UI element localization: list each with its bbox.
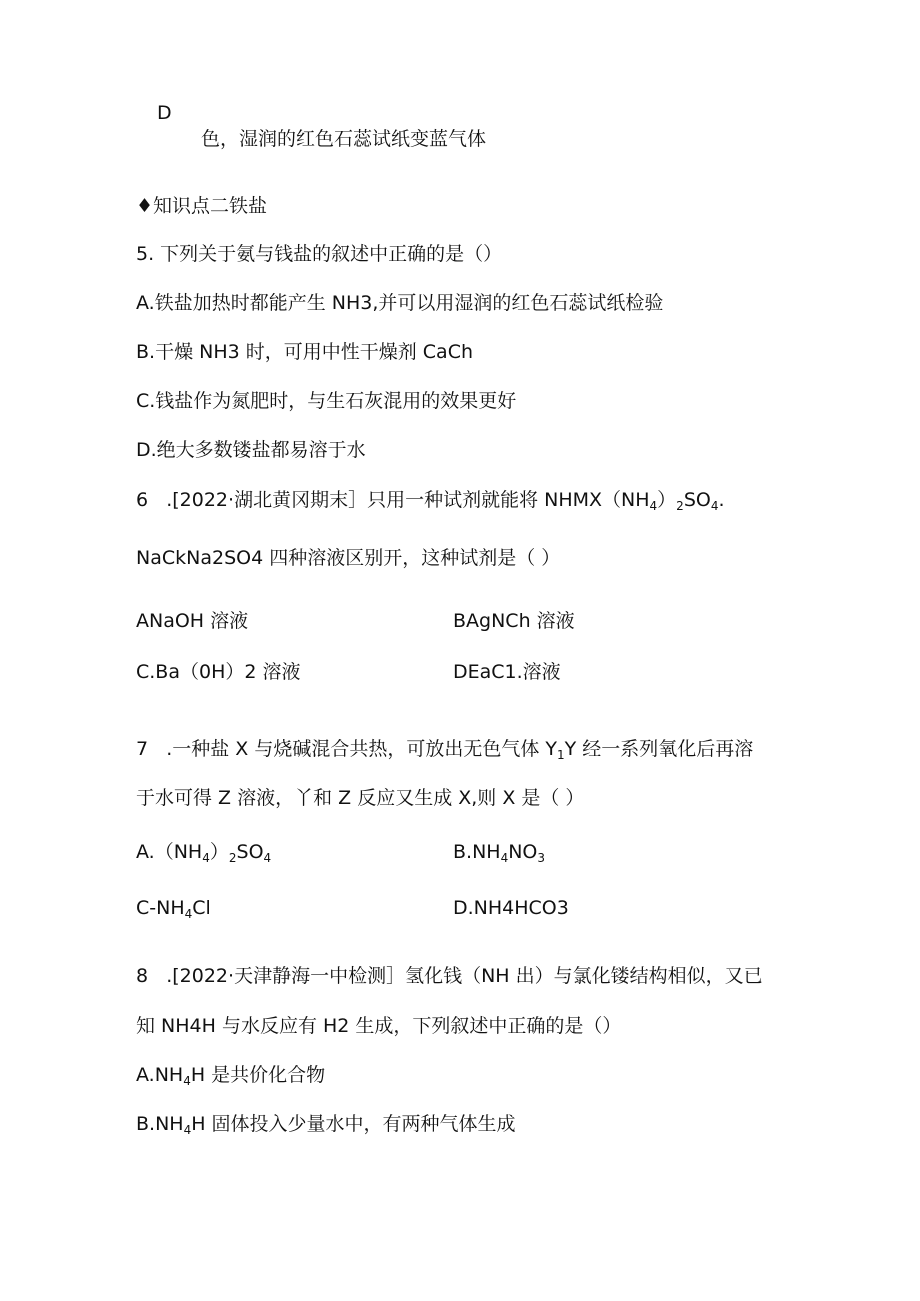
q7-b-text: B.NH bbox=[453, 841, 501, 863]
q7-a-sub: 4 bbox=[202, 851, 210, 865]
q7-stem bbox=[136, 737, 753, 761]
q7-option-b bbox=[453, 840, 545, 864]
section-heading: ♦知识点二铁盐 bbox=[136, 195, 268, 217]
q7-a-text: A.（NH bbox=[136, 841, 203, 863]
q8-number: 8 bbox=[136, 965, 149, 987]
q6-stem-line2: NaCkNa2SO4 四种溶液区别开，这种试剂是（ ） bbox=[136, 547, 561, 569]
option-d-text: 色，湿润的红色石蕊试纸变蓝气体 bbox=[201, 128, 487, 150]
q7-b-sub: 4 bbox=[500, 851, 509, 865]
q8-a-text: H 是共价化合物 bbox=[190, 1064, 326, 1086]
q8-option-b bbox=[136, 1112, 516, 1136]
q7-stem-part: Y 经一系列氧化后再溶 bbox=[564, 738, 754, 760]
q7-b-sub: 3 bbox=[537, 851, 546, 865]
q6-number: 6 bbox=[136, 489, 149, 511]
q7-a-sub: 4 bbox=[263, 851, 272, 865]
q5-stem: 5. 下列关于氨与钱盐的叙述中正确的是（） bbox=[136, 243, 503, 265]
q8-b-text: B.NH bbox=[136, 1113, 184, 1135]
q7-stem-part: .一种盐 X 与烧碱混合共热，可放出无色气体 Y bbox=[166, 738, 558, 760]
q8-stem-part: .[2022·天津静海一中检测］氢化钱（NH 出）与氯化镂结构相似，又已 bbox=[166, 965, 763, 987]
q6-subscript: 2 bbox=[676, 499, 684, 513]
q6-stem-part: ） bbox=[657, 489, 677, 511]
q5-option-c: C.钱盐作为氮肥时，与生石灰混用的效果更好 bbox=[136, 390, 517, 412]
q7-c-text: C-NH bbox=[136, 897, 185, 919]
q8-a-sub: 4 bbox=[183, 1074, 191, 1088]
option-d-label: D bbox=[157, 102, 172, 124]
q8-stem-line2: 知 NH4H 与水反应有 H2 生成，下列叙述中正确的是（） bbox=[136, 1015, 622, 1037]
q7-option-a bbox=[136, 840, 271, 864]
q5-option-d: D.绝大多数镂盐都易溶于水 bbox=[136, 439, 366, 461]
q6-option-b: BAgNCh 溶液 bbox=[453, 610, 575, 632]
q7-a-text: SO bbox=[236, 841, 264, 863]
q7-stem-line2: 于水可得 Z 溶液，丫和 Z 反应又生成 X,则 X 是（ ） bbox=[136, 787, 585, 809]
q8-a-text: A.NH bbox=[136, 1064, 184, 1086]
q7-c-text: Cl bbox=[192, 897, 211, 919]
q6-stem-part: . bbox=[718, 489, 725, 511]
q8-option-a bbox=[136, 1063, 325, 1087]
q7-a-text: ） bbox=[209, 841, 229, 863]
q6-stem bbox=[136, 488, 725, 512]
q6-stem-part: SO bbox=[683, 489, 711, 511]
q8-stem bbox=[136, 964, 763, 988]
q7-b-text: NO bbox=[508, 841, 538, 863]
q6-subscript: 4 bbox=[710, 499, 719, 513]
q6-option-a: ANaOH 溶液 bbox=[136, 610, 249, 632]
q5-option-a: A.铁盐加热时都能产生 NH3,并可以用湿润的红色石蕊试纸检验 bbox=[136, 292, 664, 314]
q8-b-sub: 4 bbox=[183, 1123, 192, 1137]
q7-number: 7 bbox=[136, 738, 149, 760]
q6-option-d: DEaC1.溶液 bbox=[453, 661, 561, 683]
q6-stem-part: .[2022·湖北黄冈期末］只用一种试剂就能将 NHMX（NH bbox=[166, 489, 650, 511]
q8-b-text: H 固体投入少量水中，有两种气体生成 bbox=[191, 1113, 516, 1135]
q6-option-c: C.Ba（0H）2 溶液 bbox=[136, 661, 301, 683]
q7-subscript: 1 bbox=[557, 748, 565, 762]
q7-a-sub: 2 bbox=[228, 851, 237, 865]
q7-option-c bbox=[136, 896, 211, 920]
q5-option-b: B.干燥 NH3 时，可用中性干燥剂 CaCh bbox=[136, 341, 474, 363]
q7-c-sub: 4 bbox=[184, 907, 193, 921]
q7-option-d: D.NH4HCO3 bbox=[453, 897, 569, 919]
q6-subscript: 4 bbox=[649, 499, 658, 513]
